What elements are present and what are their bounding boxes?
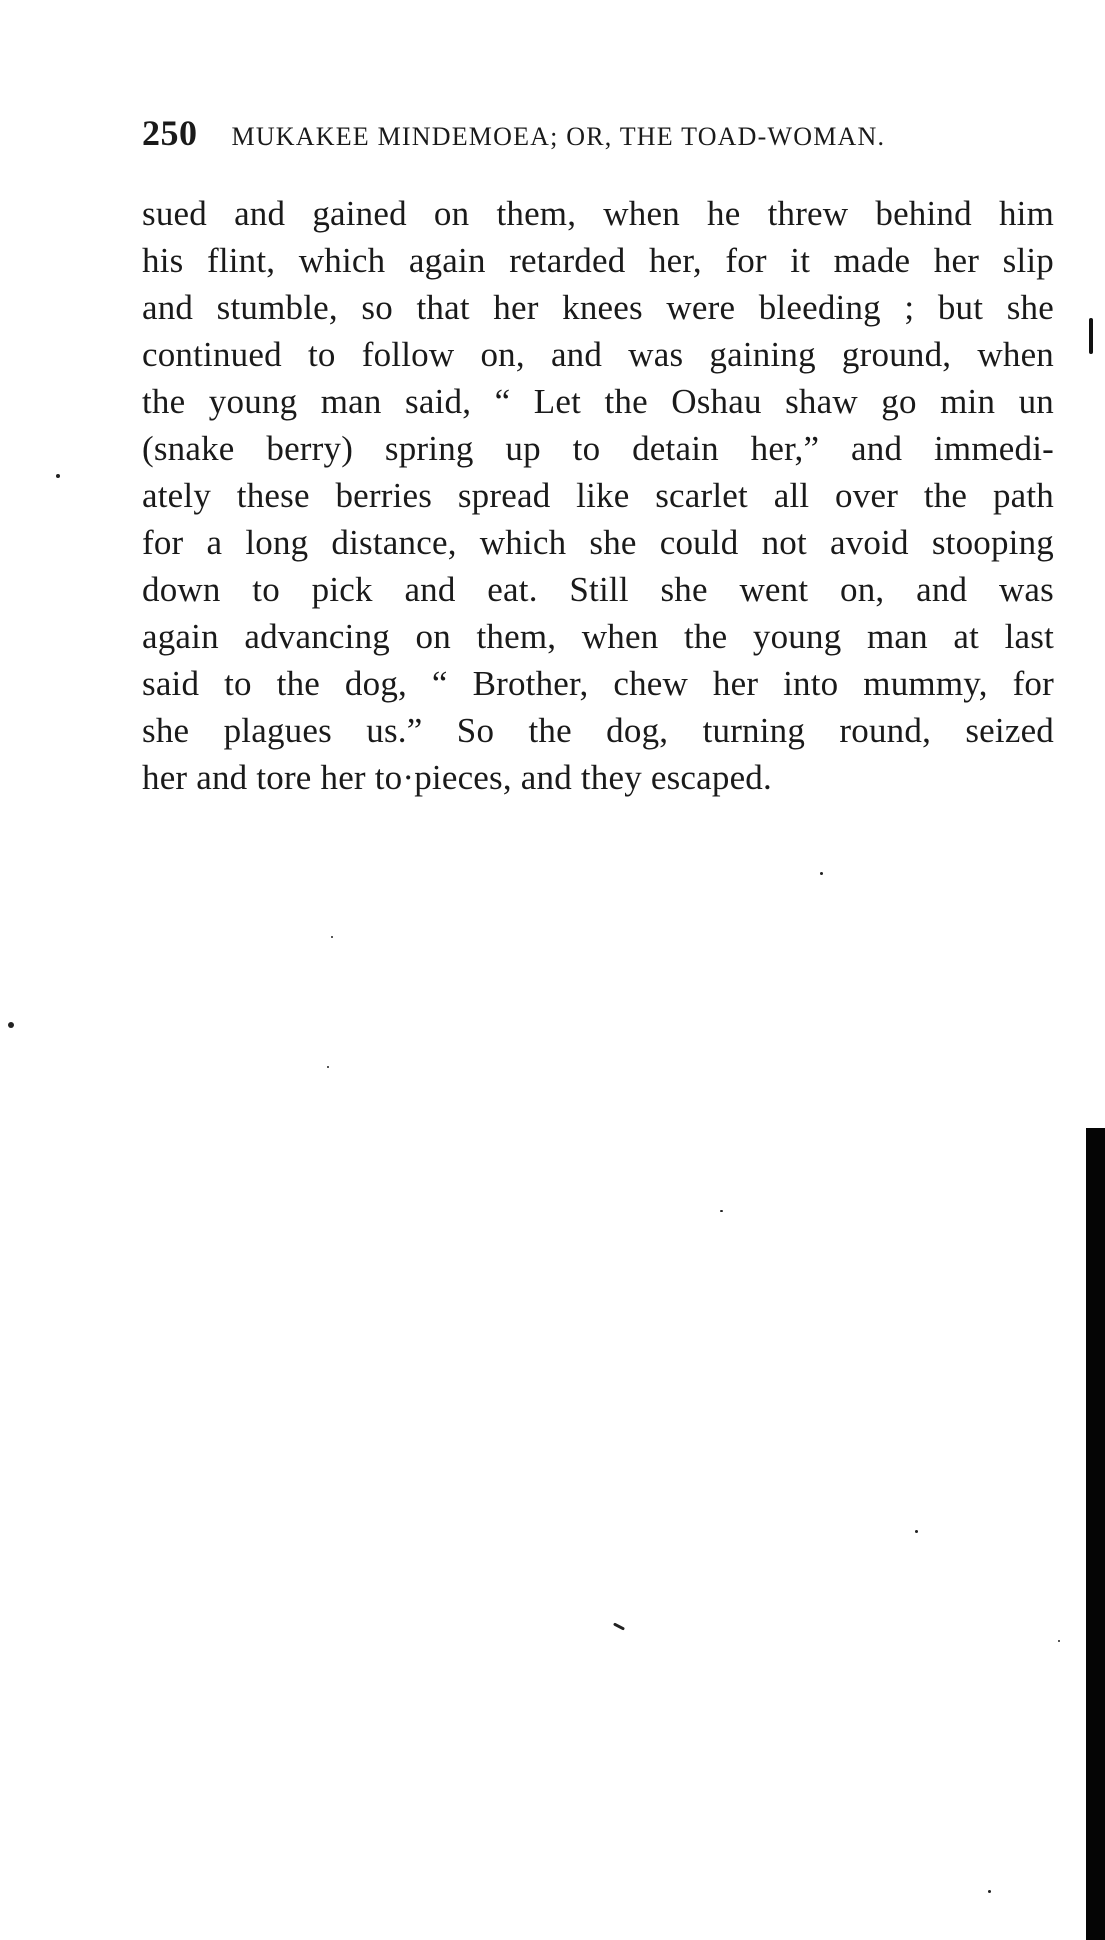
text-line: his flint, which again retarded her, for it made her slip: [142, 241, 1054, 280]
text-line: (snake berry) spring up to detain her,” and immedi-: [142, 429, 1054, 468]
scan-dark-edge: [1086, 1128, 1105, 1940]
text-line: sued and gained on them, when he threw behind him: [142, 194, 1054, 233]
text-line: continued to follow on, and was gaining ground, when: [142, 335, 1054, 374]
text-line: ately these berries spread like scarlet all over the path: [142, 476, 1054, 515]
scan-speck: [1058, 1640, 1060, 1642]
running-head: [142, 112, 1054, 160]
scan-speck: [327, 1066, 329, 1068]
scan-speck: [8, 1022, 14, 1028]
text-line: the young man said, “ Let the Oshau shaw go min un: [142, 382, 1054, 421]
text-line: and stumble, so that her knees were bleeding ; but she: [142, 288, 1054, 327]
text-line: for a long distance, which she could not avoid stooping: [142, 523, 1054, 562]
scan-speck: [915, 1530, 918, 1533]
scan-speck: [820, 872, 823, 875]
scan-speck: [56, 474, 60, 478]
text-line: her and tore her to·pieces, and they escaped.: [142, 758, 772, 797]
scan-speck: [720, 1210, 723, 1212]
text-line: down to pick and eat. Still she went on, and was: [142, 570, 1054, 609]
text-line: again advancing on them, when the young man at last: [142, 617, 1054, 656]
scan-speck: [988, 1890, 991, 1893]
page-number: 250: [142, 113, 198, 153]
scan-speck: [331, 936, 333, 938]
scan-edge-mark: [1089, 318, 1093, 354]
running-title: MUKAKEE MINDEMOEA; OR, THE TOAD-WOMAN.: [231, 122, 886, 151]
text-line: said to the dog, “ Brother, chew her into mummy, for: [142, 664, 1054, 703]
text-line: she plagues us.” So the dog, turning round, seized: [142, 711, 1054, 750]
scan-speck: [613, 1622, 625, 1630]
body-paragraph: [142, 190, 1054, 801]
